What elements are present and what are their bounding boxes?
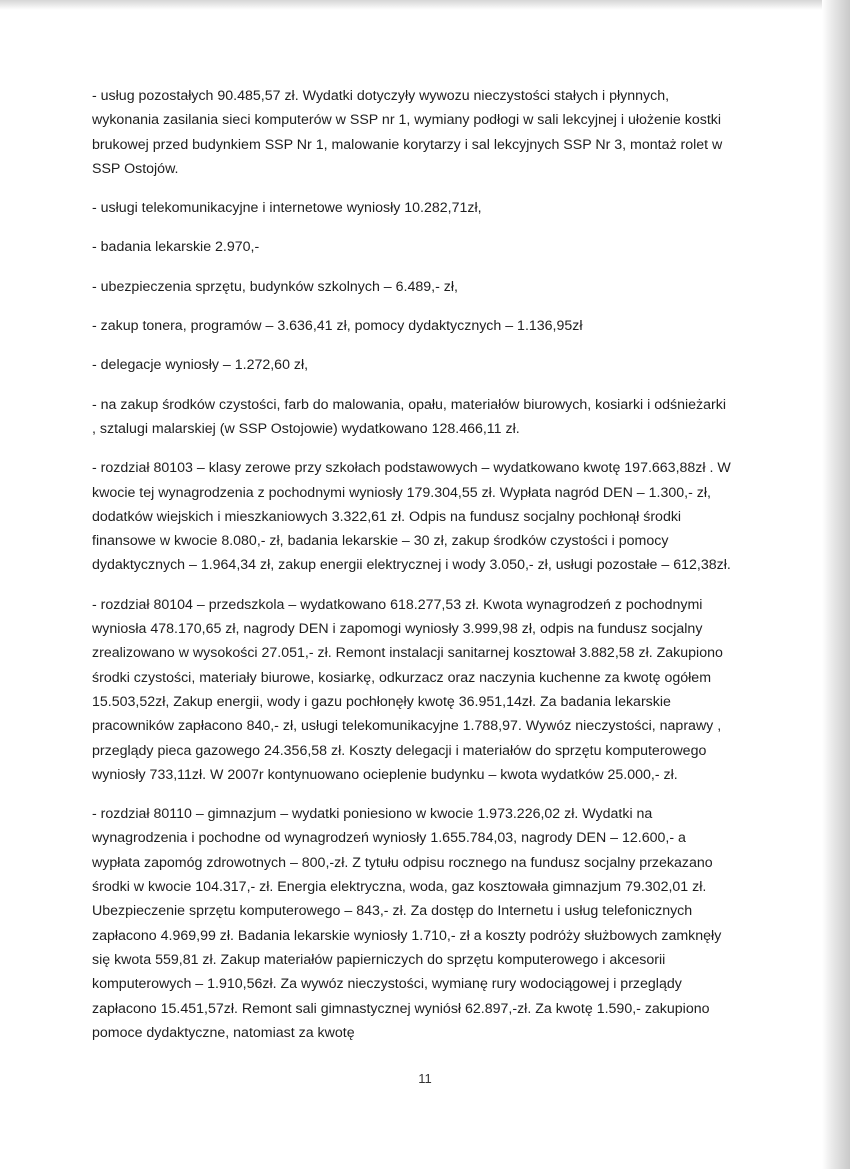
paragraph-medical: - badania lekarskie 2.970,- <box>92 239 260 256</box>
paragraph-cleaning-supplies: - na zakup środków czystości, farb do malowania, opału, materiałów biurowych, kosiarki i odśnieżarki , sztalugi malarskiej (w SSP Ostojowie) wydatkowano 128.466,11 zł. <box>92 396 726 437</box>
scan-top-shadow <box>0 0 850 10</box>
paragraph-section-80110: - rozdział 80110 – gimnazjum – wydatki poniesiono w kwocie 1.973.226,02 zł. Wydatki na wynagrodzenia i pochodne od wynagrodzeń wyniosły 1.655.784,03, nagrody DEN – 12.600,- a wypłata zapomóg zdrowotnych – 800,-zł. Z tytułu odpisu rocznego na fundusz socjalny przekazano środki w kwocie 104.317,- zł. Energia elektryczna, woda, gaz kosztowała gimnazjum 79.302,01 zł. Ubezpieczenie sprzętu komputerowego – 843,- zł. Za dostęp do Internetu i usług telefonicznych zapłacono 4.969,99 zł. Badania lekarskie wyniosły 1.710,- zł a koszty podróży służbowych zamknęły się kwota 559,81 zł. Zakup materiałów papierniczych do sprzętu komputerowego i akcesorii komputerowych – 1.910,56zł. Za wywóz nieczystości, wymianę rury wodociągowej i przeglądy zapłacono 15.451,57zł. Remont sali gimnastycznej wyniósł 62.897,-zł. Za kwotę 1.590,- zakupiono pomoce dydaktyczne, natomiast za kwotę <box>92 806 722 1041</box>
paragraph-services-other: - usług pozostałych 90.485,57 zł. Wydatki dotyczyły wywozu nieczystości stałych i płynnych, wykonania zasilania sieci komputerów w SSP nr 1, wymiany podłogi w sali lekcyjnej i ułożenie kostki brukowej przed budynkiem SSP Nr 1, malowanie korytarzy i sal lekcyjnych SSP Nr 3, montaż rolet w SSP Ostojów. <box>92 88 723 177</box>
paragraph-insurance: - ubezpieczenia sprzętu, budynków szkolnych – 6.489,- zł, <box>92 278 458 295</box>
paragraph-telecom: - usługi telekomunikacyjne i internetowe wyniosły 10.282,71zł, <box>92 200 482 217</box>
scan-edge <box>822 0 850 1169</box>
paragraph-delegations: - delegacje wyniosły – 1.272,60 zł, <box>92 357 309 374</box>
paragraph-toner: - zakup tonera, programów – 3.636,41 zł, pomocy dydaktycznych – 1.136,95zł <box>92 318 583 335</box>
document-body <box>92 84 732 1060</box>
paragraph-section-80103: - rozdział 80103 – klasy zerowe przy szkołach podstawowych – wydatkowano kwotę 197.663,88zł . W kwocie tej wynagrodzenia z pochodnymi wyniosły 179.304,55 zł. Wypłata nagród DEN – 1.300,- zł, dodatków wiejskich i mieszkaniowych 3.322,61 zł. Odpis na fundusz socjalny pochłonął środki finansowe w kwocie 8.080,- zł, badania lekarskie – 30 zł, zakup środków czystości i pomocy dydaktycznych – 1.964,34 zł, zakup energii elektrycznej i wody 3.050,- zł, usługi pozostałe – 612,38zł. <box>92 460 731 574</box>
page-number: 11 <box>418 1071 432 1086</box>
paragraph-section-80104: - rozdział 80104 – przedszkola – wydatkowano 618.277,53 zł. Kwota wynagrodzeń z pochodnymi wyniosła 478.170,65 zł, nagrody DEN i zapomogi wyniosły 3.999,98 zł, odpis na fundusz socjalny zrealizowano w wysokości 27.051,- zł. Remont instalacji sanitarnej kosztował 3.882,58 zł. Zakupiono środki czystości, materiały biurowe, kosiarkę, odkurzacz oraz naczynia kuchenne za kwotę ogółem 15.503,52zł, Zakup energii, wody i gazu pochłonęły kwotę 36.951,14zł. Za badania lekarskie pracowników zapłacono 840,- zł, usługi telekomunikacyjne 1.788,97. Wywóz nieczystości, naprawy , przeglądy pieca gazowego 24.356,58 zł. Koszty delegacji i materiałów do sprzętu komputerowego wyniosły 733,11zł. W 2007r kontynuowano ocieplenie budynku – kwota wydatków 25.000,- zł. <box>92 596 723 783</box>
